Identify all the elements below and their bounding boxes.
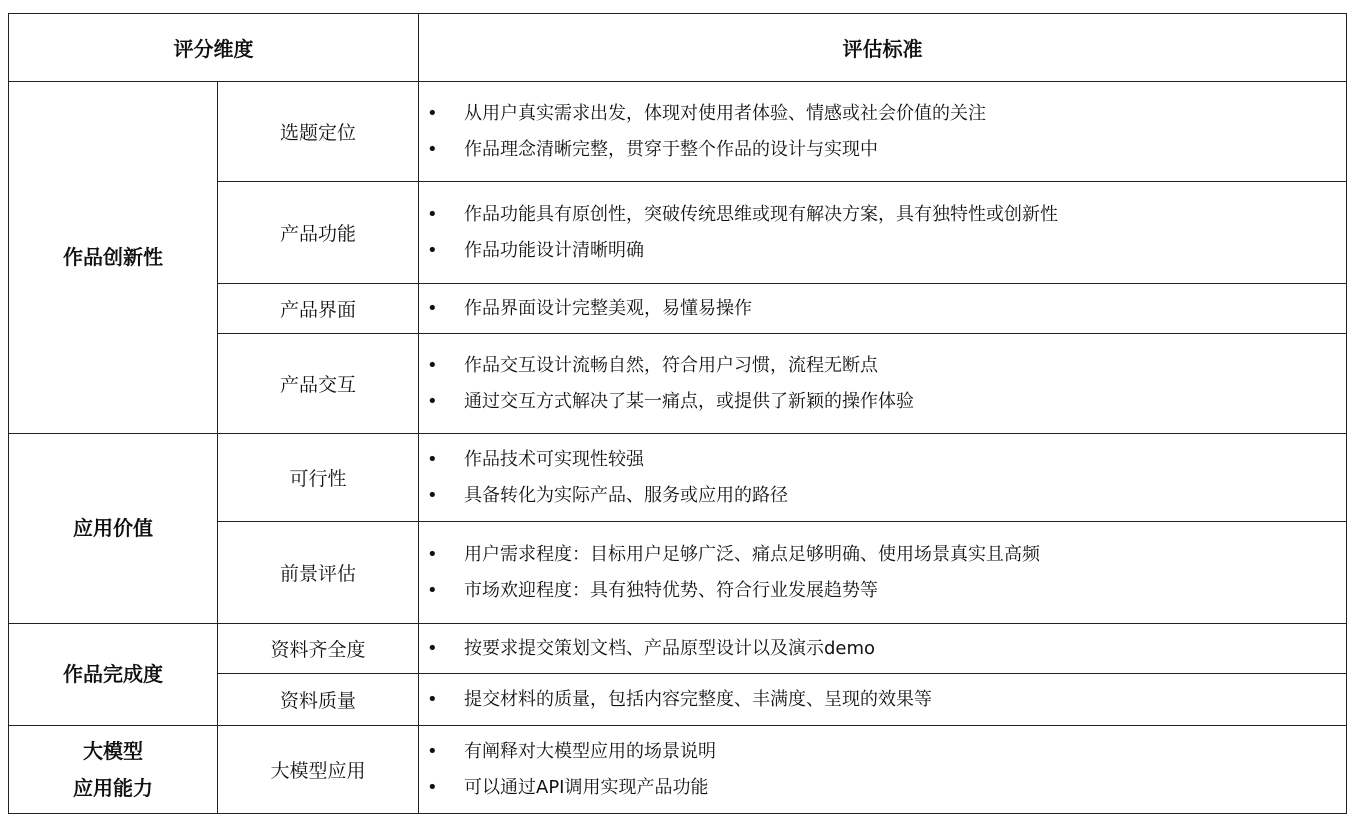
bullet-icon: •	[427, 740, 438, 762]
bullet-icon: •	[427, 354, 438, 376]
criteria-text: 有阐释对大模型应用的场景说明	[464, 740, 716, 762]
list-item	[419, 573, 1346, 609]
subdimension-llm-application: 大模型应用	[218, 726, 419, 814]
dimension-llm-capability	[9, 726, 218, 814]
criteria-text: 具备转化为实际产品、服务或应用的路径	[464, 484, 788, 506]
header-dimension: 评分维度	[9, 14, 419, 82]
bullet-icon: •	[427, 579, 438, 601]
list-item	[419, 631, 1346, 667]
list-item	[419, 197, 1346, 233]
subdimension-function: 产品功能	[218, 182, 419, 284]
bullet-icon: •	[427, 102, 438, 124]
criteria-text: 提交材料的质量，包括内容完整度、丰满度、呈现的效果等	[464, 688, 932, 710]
list-item	[419, 770, 1346, 806]
criteria-cell	[419, 674, 1347, 726]
criteria-text: 按要求提交策划文档、产品原型设计以及演示demo	[464, 637, 876, 659]
bullet-icon: •	[427, 484, 438, 506]
list-item	[419, 233, 1346, 269]
dimension-line: 大模型	[83, 738, 143, 763]
table-row	[9, 82, 1347, 182]
bullet-icon: •	[427, 776, 438, 798]
criteria-cell	[419, 334, 1347, 434]
bullet-icon: •	[427, 390, 438, 412]
bullet-icon: •	[427, 138, 438, 160]
bullet-icon: •	[427, 637, 438, 659]
criteria-cell	[419, 182, 1347, 284]
subdimension-interaction: 产品交互	[218, 334, 419, 434]
criteria-cell	[419, 82, 1347, 182]
criteria-cell	[419, 624, 1347, 674]
criteria-text: 作品理念清晰完整，贯穿于整个作品的设计与实现中	[464, 138, 878, 160]
list-item	[419, 734, 1346, 770]
criteria-text: 市场欢迎程度：具有独特优势、符合行业发展趋势等	[464, 579, 878, 601]
subdimension-prospect: 前景评估	[218, 522, 419, 624]
criteria-text: 作品界面设计完整美观，易懂易操作	[464, 297, 752, 319]
list-item	[419, 478, 1346, 514]
bullet-icon: •	[427, 239, 438, 261]
table-row	[9, 434, 1347, 522]
table-row	[9, 624, 1347, 674]
criteria-text: 从用户真实需求出发，体现对使用者体验、情感或社会价值的关注	[464, 102, 986, 124]
bullet-icon: •	[427, 297, 438, 319]
criteria-text: 作品交互设计流畅自然，符合用户习惯，流程无断点	[464, 354, 878, 376]
criteria-text: 作品功能设计清晰明确	[464, 239, 644, 261]
header-row	[9, 14, 1347, 82]
list-item	[419, 384, 1346, 420]
criteria-text: 通过交互方式解决了某一痛点，或提供了新颖的操作体验	[464, 390, 914, 412]
list-item	[419, 291, 1346, 327]
criteria-cell	[419, 522, 1347, 624]
dimension-application-value: 应用价值	[9, 434, 218, 624]
list-item	[419, 348, 1346, 384]
table-row	[9, 726, 1347, 814]
subdimension-feasibility: 可行性	[218, 434, 419, 522]
criteria-text: 可以通过API调用实现产品功能	[464, 776, 709, 798]
scoring-rubric-table	[8, 13, 1347, 814]
bullet-icon: •	[427, 448, 438, 470]
bullet-icon: •	[427, 688, 438, 710]
dimension-completeness: 作品完成度	[9, 624, 218, 726]
criteria-text: 作品功能具有原创性，突破传统思维或现有解决方案，具有独特性或创新性	[464, 203, 1058, 225]
subdimension-materials-completeness: 资料齐全度	[218, 624, 419, 674]
dimension-line: 应用能力	[73, 775, 153, 800]
list-item	[419, 442, 1346, 478]
criteria-text: 用户需求程度：目标用户足够广泛、痛点足够明确、使用场景真实且高频	[464, 543, 1040, 565]
dimension-innovation: 作品创新性	[9, 82, 218, 434]
list-item	[419, 132, 1346, 168]
bullet-icon: •	[427, 203, 438, 225]
list-item	[419, 96, 1346, 132]
criteria-cell	[419, 284, 1347, 334]
subdimension-topic: 选题定位	[218, 82, 419, 182]
criteria-cell	[419, 726, 1347, 814]
bullet-icon: •	[427, 543, 438, 565]
subdimension-materials-quality: 资料质量	[218, 674, 419, 726]
list-item	[419, 537, 1346, 573]
list-item	[419, 682, 1346, 718]
criteria-cell	[419, 434, 1347, 522]
header-criteria: 评估标准	[419, 14, 1347, 82]
criteria-text: 作品技术可实现性较强	[464, 448, 644, 470]
subdimension-interface: 产品界面	[218, 284, 419, 334]
